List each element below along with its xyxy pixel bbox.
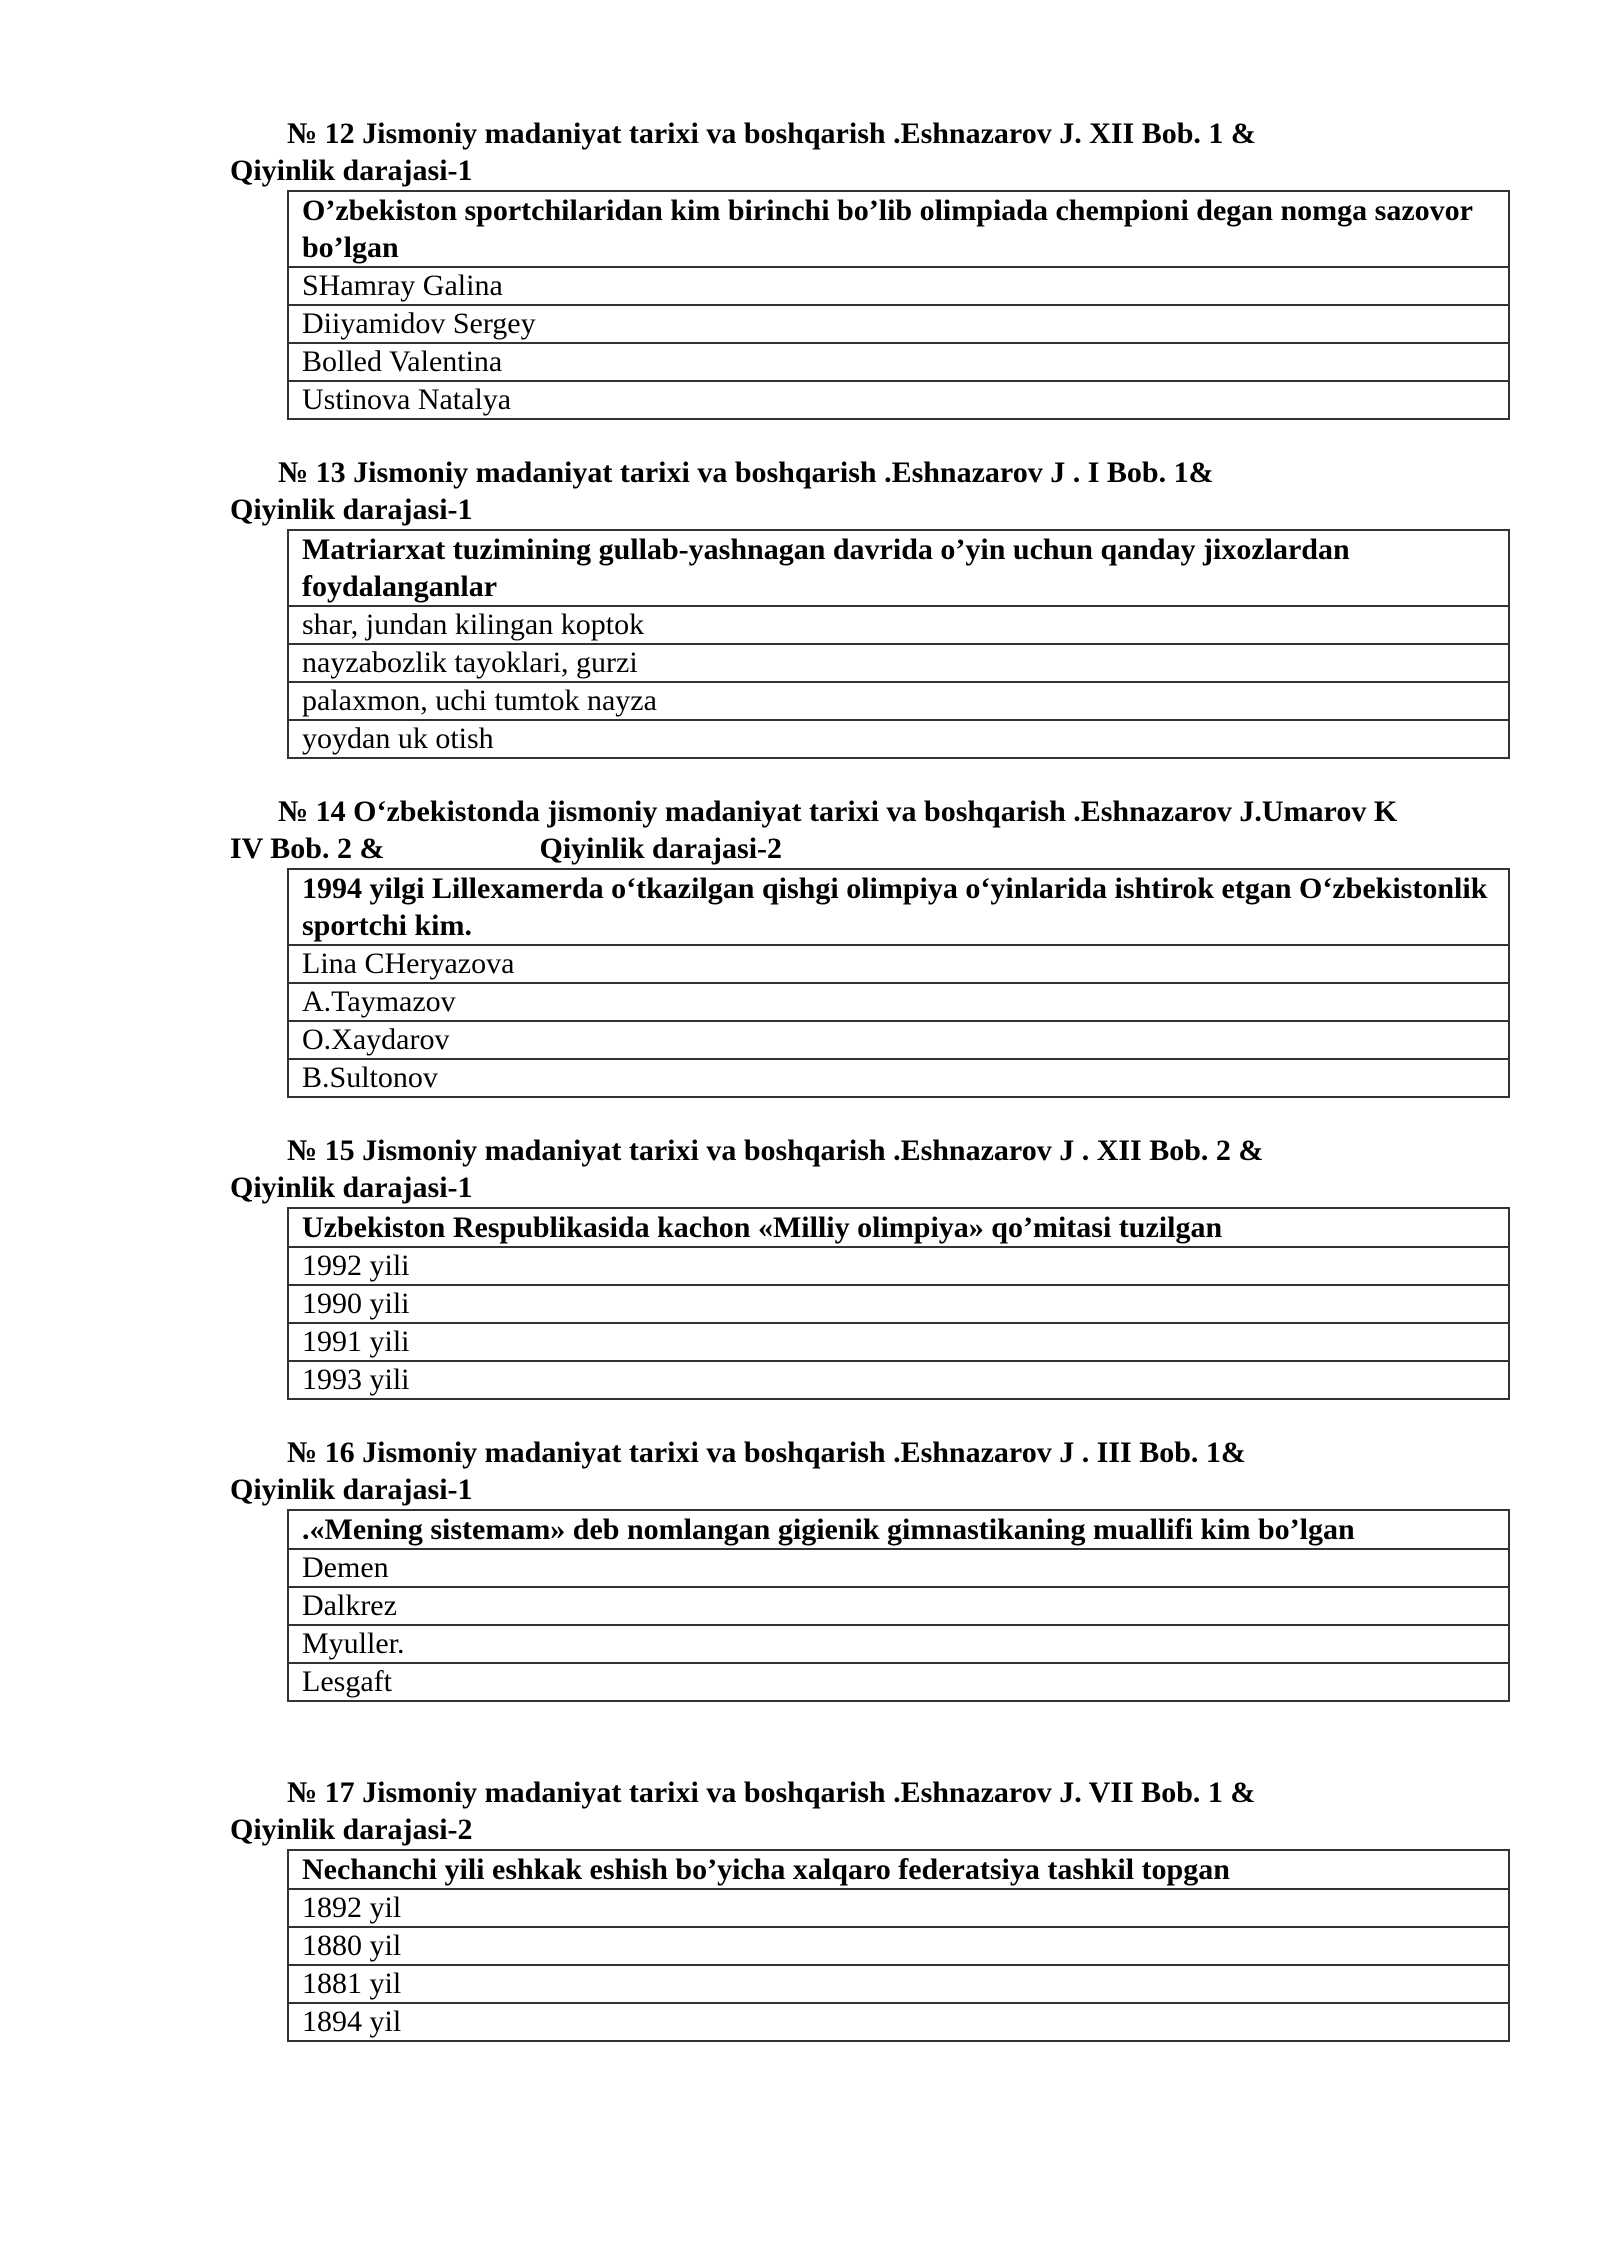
answer-option[interactable]: Diiyamidov Sergey (288, 305, 1509, 343)
question-17-table (287, 1849, 1510, 2042)
answer-option[interactable]: B.Sultonov (288, 1059, 1509, 1097)
answer-option[interactable]: Ustinova Natalya (288, 381, 1509, 419)
question-16-header (230, 1434, 1530, 1508)
question-text: Uzbekiston Respublikasida kachon «Milliy olimpiya» qo’mitasi tuzilgan (288, 1208, 1509, 1247)
answer-option[interactable]: 1993 yili (288, 1361, 1509, 1399)
answer-option[interactable]: Demen (288, 1549, 1509, 1587)
question-header-line: № 14 O‘zbekistonda jismoniy madaniyat tarixi va boshqarish .Eshnazarov J.Umarov K (278, 795, 1398, 828)
difficulty-level: Qiyinlik darajasi-1 (230, 1171, 473, 1204)
answer-option[interactable]: O.Xaydarov (288, 1021, 1509, 1059)
answer-option[interactable]: palaxmon, uchi tumtok nayza (288, 682, 1509, 720)
question-text: .«Mening sistemam» deb nomlangan gigienik gimnastikaning muallifi kim bo’lgan (288, 1510, 1509, 1549)
answer-option[interactable]: yoydan uk otish (288, 720, 1509, 758)
question-header-line: № 15 Jismoniy madaniyat tarixi va boshqarish .Eshnazarov J . XII Bob. 2 & (287, 1134, 1264, 1167)
difficulty-level: Qiyinlik darajasi-1 (230, 493, 473, 526)
question-text: Matriarxat tuzimining gullab-yashnagan davrida o’yin uchun qanday jixozlardan foydalanganlar (288, 530, 1509, 606)
question-14-header (230, 793, 1530, 867)
question-header-line: № 12 Jismoniy madaniyat tarixi va boshqarish .Eshnazarov J. XII Bob. 1 & (287, 117, 1256, 150)
answer-option[interactable]: Myuller. (288, 1625, 1509, 1663)
answer-option[interactable]: SHamray Galina (288, 267, 1509, 305)
difficulty-level: Qiyinlik darajasi-2 (230, 1813, 473, 1846)
difficulty-line (230, 830, 1530, 867)
question-header-line: № 13 Jismoniy madaniyat tarixi va boshqarish .Eshnazarov J . I Bob. 1& (278, 456, 1214, 489)
question-16-table (287, 1509, 1510, 1702)
question-17-header (230, 1774, 1530, 1848)
question-header-line: № 17 Jismoniy madaniyat tarixi va boshqarish .Eshnazarov J. VII Bob. 1 & (287, 1776, 1256, 1809)
answer-option[interactable]: nayzabozlik tayoklari, gurzi (288, 644, 1509, 682)
answer-option[interactable]: Dalkrez (288, 1587, 1509, 1625)
question-12-table (287, 190, 1510, 420)
question-text: O’zbekiston sportchilaridan kim birinchi bo’lib olimpiada chempioni degan nomga sazovor bo’lgan (288, 191, 1509, 267)
question-12-header (230, 115, 1530, 189)
question-text: Nechanchi yili eshkak eshish bo’yicha xalqaro federatsiya tashkil topgan (288, 1850, 1509, 1889)
question-14-table (287, 868, 1510, 1098)
answer-option[interactable]: Lesgaft (288, 1663, 1509, 1701)
difficulty-level: Qiyinlik darajasi-2 (539, 832, 783, 865)
question-15-header (230, 1132, 1530, 1206)
answer-option[interactable]: 1894 yil (288, 2003, 1509, 2041)
answer-option[interactable]: 1892 yil (288, 1889, 1509, 1927)
question-15-table (287, 1207, 1510, 1400)
question-13-table (287, 529, 1510, 759)
answer-option[interactable]: 1990 yili (288, 1285, 1509, 1323)
answer-option[interactable]: 1991 yili (288, 1323, 1509, 1361)
answer-option[interactable]: 1992 yili (288, 1247, 1509, 1285)
question-13-header (230, 454, 1530, 528)
chapter-ref: IV Bob. 2 & (230, 832, 385, 865)
answer-option[interactable]: 1880 yil (288, 1927, 1509, 1965)
answer-option[interactable]: Bolled Valentina (288, 343, 1509, 381)
question-text: 1994 yilgi Lillexamerda o‘tkazilgan qishgi olimpiya o‘yinlarida ishtirok etgan O‘zbekistonlik sportchi kim. (288, 869, 1509, 945)
answer-option[interactable]: shar, jundan kilingan koptok (288, 606, 1509, 644)
answer-option[interactable]: A.Taymazov (288, 983, 1509, 1021)
answer-option[interactable]: Lina CHeryazova (288, 945, 1509, 983)
difficulty-level: Qiyinlik darajasi-1 (230, 154, 473, 187)
answer-option[interactable]: 1881 yil (288, 1965, 1509, 2003)
question-header-line: № 16 Jismoniy madaniyat tarixi va boshqarish .Eshnazarov J . III Bob. 1& (287, 1436, 1246, 1469)
difficulty-level: Qiyinlik darajasi-1 (230, 1473, 473, 1506)
